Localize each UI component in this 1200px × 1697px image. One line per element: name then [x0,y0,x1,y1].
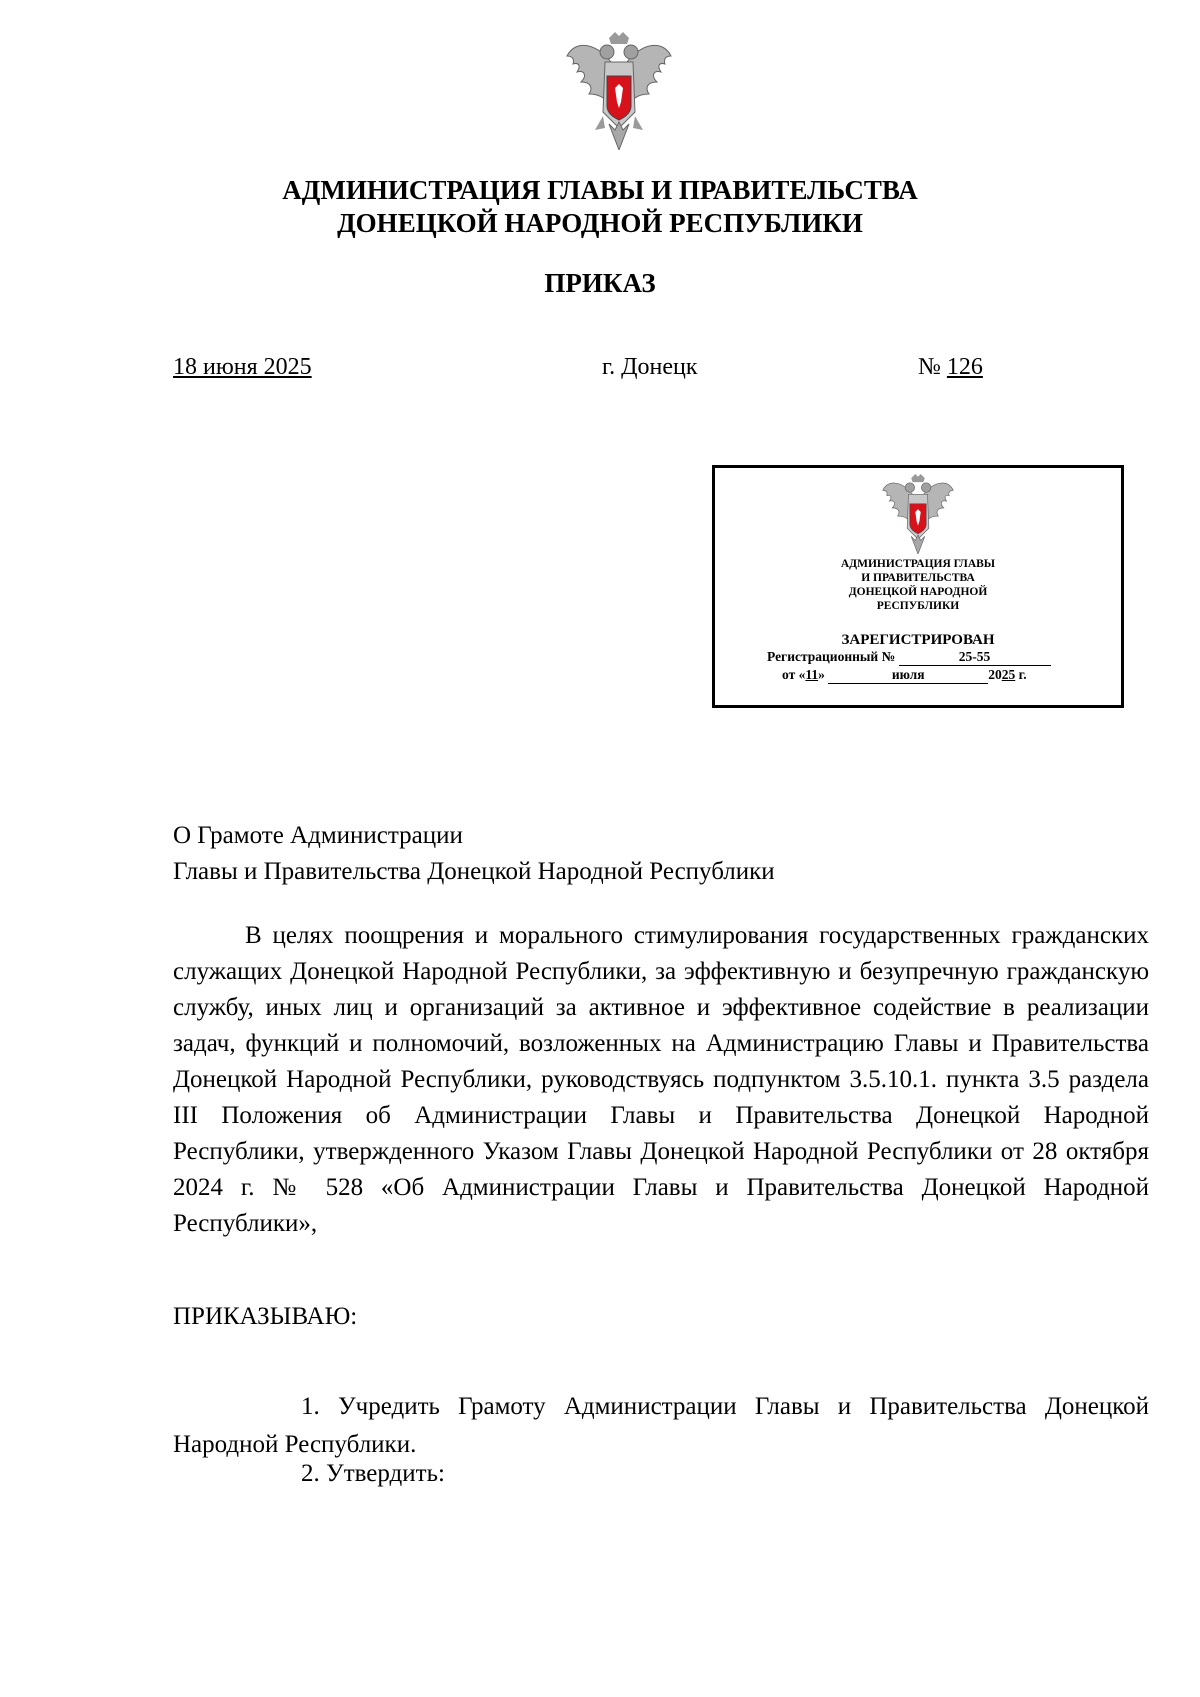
order-subject [173,818,775,890]
stamp-year: 25 [1001,667,1016,682]
order-city: г. Донецк [602,354,698,380]
organization-title-line-2: ДОНЕЦКОЙ НАРОДНОЙ РЕСПУБЛИКИ [337,208,863,238]
stamp-status: ЗАРЕГИСТРИРОВАН [841,632,995,648]
stamp-org-line-1: АДМИНИСТРАЦИЯ ГЛАВЫ [840,558,996,570]
organization-title-line-1: АДМИНИСТРАЦИЯ ГЛАВЫ И ПРАВИТЕЛЬСТВА [282,175,918,205]
stamp-reg-number: 25-55 [899,649,1051,666]
stamp-org-line-4: РЕСПУБЛИКИ [876,600,960,612]
stamp-reg-label: Регистрационный № [767,649,896,664]
coat-of-arms-icon [565,32,673,150]
stamp-reg-number-line [767,649,1051,666]
organization-title [0,174,1200,240]
order-number-prefix: № [918,354,947,380]
registration-stamp [712,465,1124,708]
stamp-coat-of-arms-icon [866,474,970,554]
orders-heading: ПРИКАЗЫВАЮ: [173,1303,358,1330]
subject-line-2: Главы и Правительства Донецкой Народной Республики [173,858,775,885]
stamp-day: 11 [805,667,819,682]
order-date: 18 июня 2025 [173,354,312,380]
stamp-date-line: от «11» июля 2025 г. [782,667,1027,682]
order-item-2: 2. Утвердить: [301,1460,445,1487]
stamp-org-line-2: И ПРАВИТЕЛЬСТВА [861,572,975,584]
preamble-paragraph: В целях поощрения и морального стимулирования государственных гражданских служащих Донецкой Народной Республики, за эффективную и безупречную гражданскую службу, иных лиц и организаций за активное и эффективное содействие в реализации задач, функций и полномочий, возложенных на Администрацию Главы и Правительства Донецкой Народной Республики, руководствуясь подпунктом 3.5.10.1. пункта 3.5 раздела III Положения об Администрации Главы и Правительства Донецкой Народной Республики, утвержденного Указом Главы Донецкой Народной Республики от 28 октября 2024 г. № 528 «Об Администрации Главы и Правительства Донецкой Народной Республики», [173,922,1149,1237]
order-item-1: 1. Учредить Грамоту Администрации Главы и Правительства Донецкой Народной Республики. [173,1393,1149,1458]
stamp-month: июля [828,667,988,684]
subject-line-1: О Грамоте Администрации [173,822,463,849]
stamp-organization [715,557,1121,613]
document-type: ПРИКАЗ [544,268,656,298]
order-number [918,354,983,381]
stamp-org-line-3: ДОНЕЦКОЙ НАРОДНОЙ [848,586,988,598]
order-number-value: 126 [946,354,983,380]
